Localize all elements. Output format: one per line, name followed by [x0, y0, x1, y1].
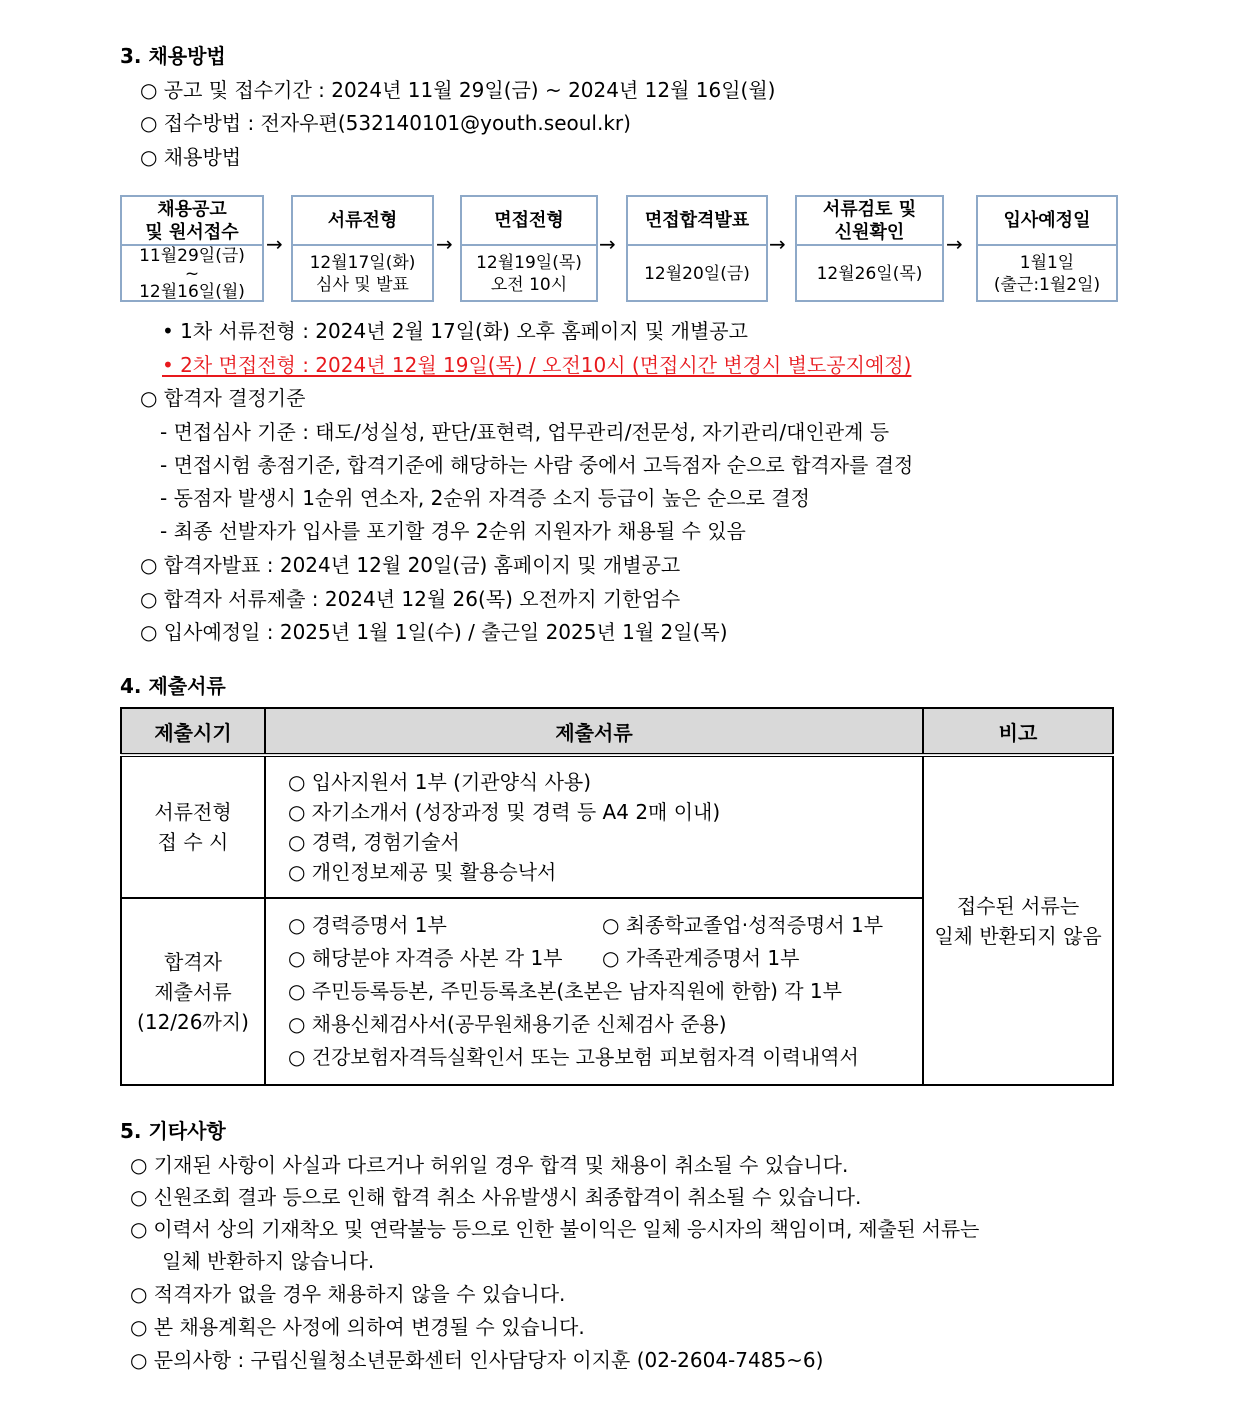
flow-step-3-desc: 오전 10시	[490, 275, 568, 295]
misc-item: ○ 신원조회 결과 등으로 인해 합격 취소 사유발생시 최종합격이 취소될 수 있습니다.	[130, 1185, 862, 1209]
announcement: ○ 합격자발표 : 2024년 12월 20일(금) 홈페이지 및 개별공고	[140, 553, 681, 577]
second-interview-note: • 2차 면접전형 : 2024년 12월 19일(목) / 오전10시 (면접시간 변경시 별도공지예정)	[162, 353, 912, 377]
flow-step-6-date: 1월1일	[1019, 253, 1075, 273]
flow-step-1-date: 11월29일(금)	[139, 246, 245, 266]
section4-title: 4. 제출서류	[120, 674, 226, 698]
flow-step-3	[460, 195, 598, 302]
section3-title: 3. 채용방법	[120, 44, 226, 68]
document-item: ○ 가족관계증명서 1부	[602, 946, 800, 970]
misc-item: ○ 이력서 상의 기재착오 및 연락불능 등으로 인한 불이익은 일체 응시자의 책임이며, 제출된 서류는	[130, 1217, 980, 1241]
flow-step-6-label: 입사예정일	[1003, 210, 1091, 231]
row1-category: 서류전형 접 수 시	[121, 755, 265, 898]
flow-step-4-date: 12월20일(금)	[644, 264, 750, 284]
section5-title: 5. 기타사항	[120, 1119, 226, 1143]
document-item: ○ 자기소개서 (성장과정 및 경력 등 A4 2매 이내)	[288, 800, 721, 824]
first-screening-note: • 1차 서류전형 : 2024년 2월 17일(화) 오후 홈페이지 및 개별공고	[162, 319, 748, 343]
header-note: 비고	[923, 708, 1113, 755]
document-item: ○ 해당분야 자격증 사본 각 1부	[288, 946, 563, 970]
criteria-item: - 최종 선발자가 입사를 포기할 경우 2순위 지원자가 채용될 수 있음	[160, 519, 746, 543]
note-cell: 접수된 서류는 일체 반환되지 않음	[923, 755, 1113, 1085]
criteria-item: - 면접심사 기준 : 태도/성실성, 판단/표현력, 업무관리/전문성, 자기관리/대인관계 등	[160, 420, 890, 444]
header-documents: 제출서류	[265, 708, 923, 755]
document-item: ○ 주민등록등본, 주민등록초본(초본은 남자직원에 한함) 각 1부	[288, 979, 842, 1003]
start-date: ○ 입사예정일 : 2025년 1월 1일(수) / 출근일 2025년 1월 2일(목)	[140, 620, 728, 644]
document-deadline: ○ 합격자 서류제출 : 2024년 12월 26(목) 오전까지 기한엄수	[140, 587, 681, 611]
header-timing: 제출시기	[121, 708, 265, 755]
recruit-period: ○ 공고 및 접수기간 : 2024년 11월 29일(금) ~ 2024년 12월 16일(월)	[140, 78, 776, 102]
flow-step-1	[120, 195, 264, 302]
apply-method: ○ 접수방법 : 전자우편(532140101@youth.seoul.kr)	[140, 111, 631, 135]
misc-item: ○ 기재된 사항이 사실과 다르거나 허위일 경우 합격 및 채용이 취소될 수 있습니다.	[130, 1153, 849, 1177]
arrow-icon: →	[946, 232, 963, 256]
arrow-icon: →	[599, 232, 616, 256]
row2-category: 합격자 제출서류 (12/26까지)	[121, 898, 265, 1085]
flow-step-2-label: 서류전형	[327, 210, 398, 231]
flow-step-2-desc: 심사 및 발표	[316, 275, 409, 295]
flow-step-6-desc: (출근:1월2일)	[993, 275, 1101, 295]
document-item: ○ 최종학교졸업·성적증명서 1부	[602, 913, 884, 937]
flow-step-2-date: 12월17일(화)	[309, 253, 416, 273]
misc-item: ○ 본 채용계획은 사정에 의하여 변경될 수 있습니다.	[130, 1315, 585, 1339]
hiring-method: ○ 채용방법	[140, 145, 242, 169]
flow-step-1-date-end: 12월16일(월)	[139, 282, 245, 302]
documents-table	[120, 707, 1114, 1086]
criteria-title: ○ 합격자 결정기준	[140, 386, 306, 410]
document-item: ○ 채용신체검사서(공무원채용기준 신체검사 준용)	[288, 1012, 727, 1036]
flow-step-1-title	[122, 197, 262, 246]
arrow-icon: →	[266, 232, 283, 256]
flow-step-5-date: 12월26일(목)	[816, 264, 923, 284]
document-item: ○ 경력증명서 1부	[288, 913, 447, 937]
document-item: ○ 개인정보제공 및 활용승낙서	[288, 860, 557, 884]
flow-step-1-tilde: ~	[184, 264, 200, 284]
document-pair	[288, 942, 922, 975]
document-pair	[288, 909, 922, 942]
arrow-icon: →	[436, 232, 453, 256]
flow-step-6	[976, 195, 1118, 302]
criteria-item: - 동점자 발생시 1순위 연소자, 2순위 자격증 소지 등급이 높은 순으로 결정	[160, 486, 810, 510]
contact-info: ○ 문의사항 : 구립신월청소년문화센터 인사담당자 이지훈 (02-2604-7485~6)	[130, 1348, 824, 1372]
flow-step-3-date: 12월19일(목)	[476, 253, 582, 273]
row1-documents	[265, 755, 923, 898]
arrow-icon: →	[769, 232, 786, 256]
flow-step-2	[291, 195, 434, 302]
document-item: ○ 건강보험자격득실확인서 또는 고용보험 피보험자격 이력내역서	[288, 1045, 859, 1069]
flow-step-5	[795, 195, 944, 302]
flow-step-5-label: 서류검토 및 신원확인	[822, 198, 917, 243]
document-item: ○ 경력, 경험기술서	[288, 830, 460, 854]
document-item: ○ 입사지원서 1부 (기관양식 사용)	[288, 770, 592, 794]
flow-step-1-label: 채용공고 및 원서접수	[145, 198, 239, 243]
misc-item: ○ 적격자가 없을 경우 채용하지 않을 수 있습니다.	[130, 1282, 566, 1306]
row2-documents	[265, 898, 923, 1085]
flow-step-4	[626, 195, 768, 302]
flow-step-4-label: 면접합격발표	[644, 210, 750, 231]
criteria-item: - 면접시험 총점기준, 합격기준에 해당하는 사람 중에서 고득점자 순으로 합격자를 결정	[160, 453, 914, 477]
misc-item-continued: 일체 반환하지 않습니다.	[162, 1249, 375, 1273]
flow-step-3-label: 면접전형	[494, 210, 564, 231]
